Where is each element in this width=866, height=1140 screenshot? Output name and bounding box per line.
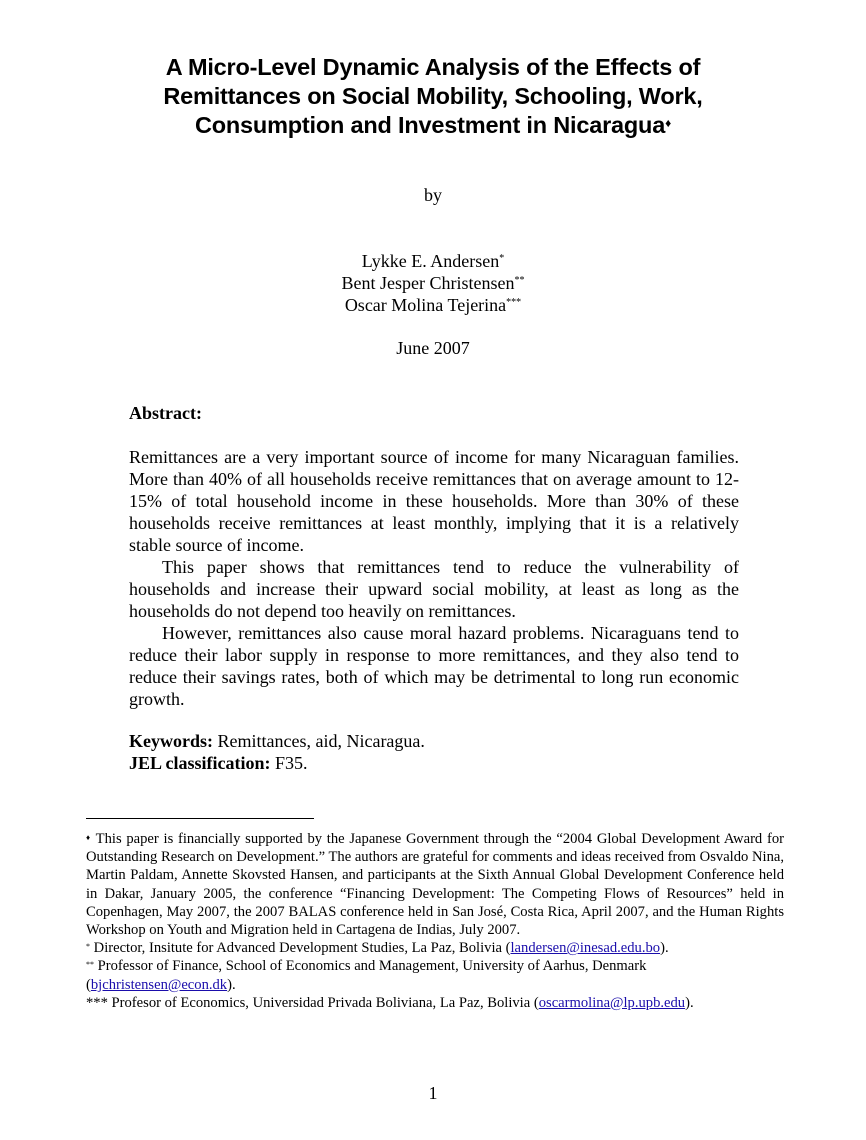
jel-value: F35. <box>270 753 308 773</box>
keywords-line <box>129 730 425 752</box>
footnote-text: ). <box>685 994 694 1011</box>
footnote-author-1 <box>86 939 784 957</box>
keywords-label: Keywords: <box>129 731 213 751</box>
page-number: 1 <box>428 1083 438 1103</box>
author-footnote-marker: *** <box>506 297 522 308</box>
keywords-value: Remittances, aid, Nicaragua. <box>213 731 425 751</box>
author-footnote-marker: * <box>499 253 505 264</box>
footnote-text: ). <box>660 940 669 957</box>
footnote-marker: * <box>86 942 90 952</box>
abstract-paragraph: Remittances are a very important source of income for many Nicaraguan families. More than 40% of all households receive remittances that on average amount to 12-15% of total household income in these households. More than 30% of these households receive remittances at least monthly, implying that it is a relatively stable source of income. <box>129 447 739 555</box>
abstract-body <box>129 446 739 710</box>
footnote-author-3 <box>86 994 784 1012</box>
author <box>0 294 866 316</box>
email-link-molina[interactable]: oscarmolina@lp.upb.edu <box>538 994 686 1011</box>
email-link-christensen[interactable]: bjchristensen@econ.dk <box>90 976 228 993</box>
footnote-funding <box>86 830 784 939</box>
author <box>0 272 866 294</box>
footnote-marker: ♦ <box>86 833 92 842</box>
footnote-text: Professor of Finance, School of Economics and Management, University of Aarhus, Denmark ( <box>86 958 647 993</box>
footnote-text: This paper is financially supported by the Japanese Government through the “2004 Global Development Award for Outstanding Research on Development.” The authors are grateful for comments and ideas received from Osvaldo Nina, Martin Paldam, Annette Skovsted Hansen, and participants at the Sixth Annual Global Development Conference held in Dakar, January 2005, the conference “Financing Development: The Competing Flows of Resources” held in Copenhagen, May 2007, the 2007 BALAS conference held in San José, Costa Rica, April 2007, and the Human Rights Workshop on Youth and Migration held in Cartagena de Indias, July 2007. <box>86 831 784 939</box>
abstract-heading: Abstract: <box>129 403 202 423</box>
by-line: by <box>424 185 442 205</box>
email-link-andersen[interactable]: landersen@inesad.edu.bo <box>510 940 661 957</box>
author-list <box>0 250 866 316</box>
jel-line <box>129 752 425 774</box>
author <box>0 250 866 272</box>
footnote-marker: ** <box>86 960 94 970</box>
footnote-text: *** Profesor of Economics, Universidad Privada Boliviana, La Paz, Bolivia ( <box>86 994 539 1011</box>
title-footnote-marker: ♦ <box>665 116 672 130</box>
jel-label: JEL classification: <box>129 753 271 773</box>
footnote-text: ). <box>227 976 236 993</box>
keywords-block <box>129 730 425 774</box>
footnote-divider <box>86 818 314 819</box>
footnote-author-2 <box>86 957 784 993</box>
author-name: Oscar Molina Tejerina <box>344 295 507 315</box>
author-name: Lykke E. Andersen <box>361 251 500 271</box>
footnote-text: Director, Insitute for Advanced Development Studies, La Paz, Bolivia ( <box>90 940 511 957</box>
abstract-paragraph: However, remittances also cause moral hazard problems. Nicaraguans tend to reduce their labor supply in response to more remittances, and they also tend to reduce their savings rates, both of which may be detrimental to long run economic growth. <box>129 623 739 709</box>
title-text: A Micro-Level Dynamic Analysis of the Effects of Remittances on Social Mobility, Schooling, Work, Consumption and Investment in Nicaragua <box>163 54 703 138</box>
footnotes <box>86 830 784 1012</box>
paper-title <box>100 53 766 140</box>
author-footnote-marker: ** <box>514 275 525 286</box>
author-name: Bent Jesper Christensen <box>341 273 515 293</box>
publication-date: June 2007 <box>396 338 470 358</box>
abstract-paragraph: This paper shows that remittances tend to reduce the vulnerability of households and increase their upward social mobility, at least as long as the households do not depend too heavily on remittances. <box>129 557 739 621</box>
